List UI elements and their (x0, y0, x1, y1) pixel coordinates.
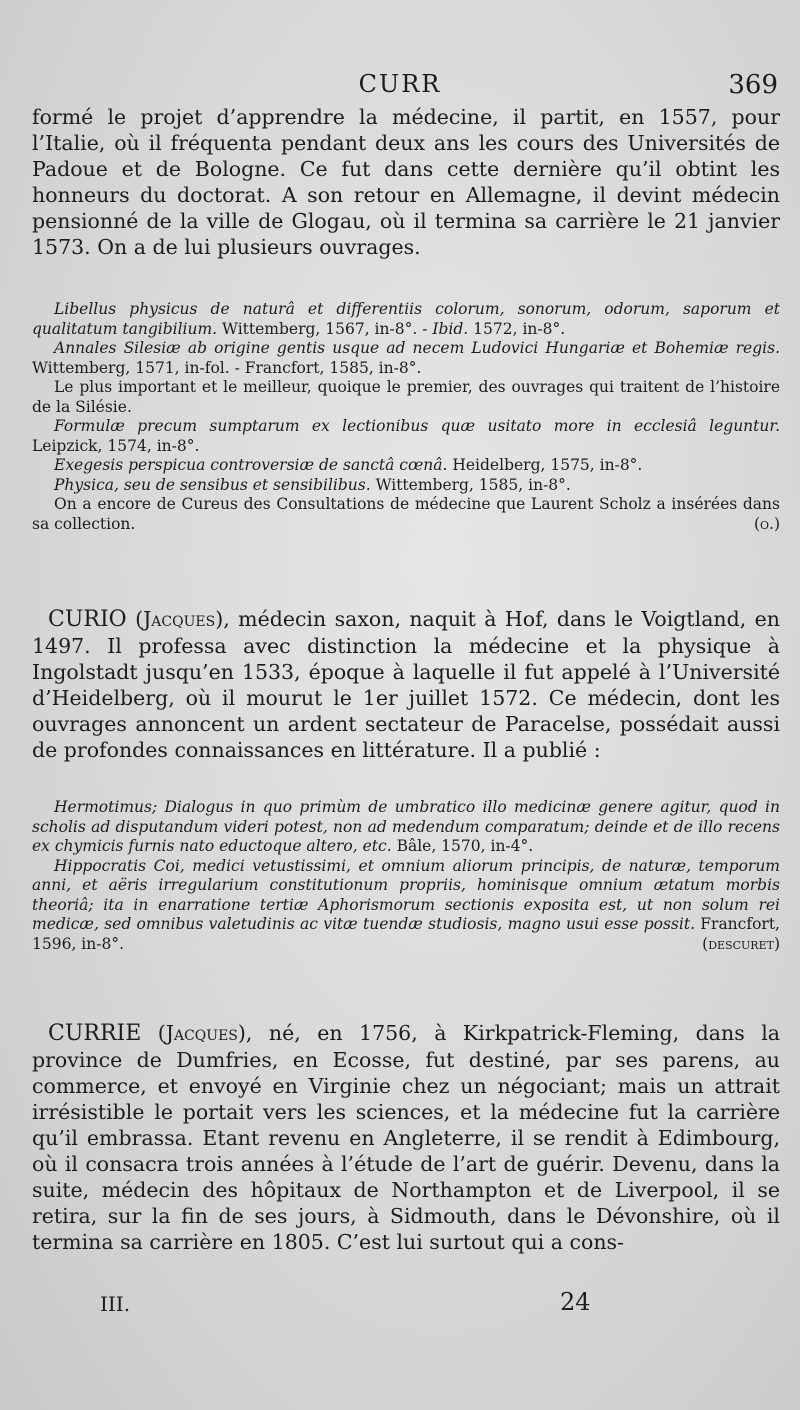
volume-marker: III. (100, 1292, 131, 1316)
entry-firstname: Jacques (165, 1021, 238, 1045)
currie-text: ), né, en 1756, à Kirkpatrick-Fleming, dans la province de Dumfries, en Ecosse, fut destiné, par ses parens, au commerce, et envoyé en Virginie chez un négociant; mais un attrait irrésistible le portait vers les sciences, et la médecine fut la carrière qu’il embrassa. Etant revenu en Angleterre, il se rendit à Edimbourg, où il consacra trois années à l’étude de l’art de guérir. Devenu, dans la suite, médecin des hôpitaux de Northampton et de Liverpool, il se retira, sur la fin de ses jours, à Sidmouth, dans le Dévonshire, où il termina sa carrière en 1805. C’est lui surtout qui a cons- (32, 1021, 780, 1254)
page-number: 369 (728, 70, 778, 100)
work-entry: Formulæ precum sumptarum ex lectionibus quæ usitato more in ecclesiâ leguntur. Leipzick, 1574, in-8°. (32, 417, 780, 455)
work-entry: Exegesis perspicua controversiæ de sanctâ cœnâ. Heidelberg, 1575, in-8°. (54, 456, 643, 474)
entry-firstname: Jacques (143, 607, 216, 631)
work-entry: Libellus physicus de naturâ et differentiis colorum, sonorum, odorum, saporum et qualitatum tangibilium. Wittemberg, 1567, in-8°. - Ibid. 1572, in-8°. (32, 300, 780, 338)
curio-works-list (32, 798, 780, 954)
curr-closing: On a encore de Cureus des Consultations de médecine que Laurent Scholz a insérées dans sa collection. (o.) (32, 495, 780, 533)
work-note: Le plus important et le meilleur, quoique le premier, des ouvrages qui traitent de l’histoire de la Silésie. (32, 378, 780, 416)
signature-mark: 24 (560, 1288, 591, 1316)
work-entry: Hippocratis Coi, medici vetustissimi, et omnium aliorum principis, de naturæ, temporum anni, et aëris irregularium constitutionum propriis, hominisque omnium ætatum morbis theoriâ; ita in enarratione tertiæ Aphorismorum sectionis exposita est, ut non solum rei medicæ, sed omnibus valetudinis ac vitæ tuendæ studiosis, magno usui esse possit. Francfort, 1596, in-8°. (descuret) (32, 856, 780, 953)
running-head: CURR (358, 70, 442, 98)
entry-headword: CURIO (48, 607, 127, 632)
work-entry: Annales Silesiæ ab origine gentis usque ad necem Ludovici Hungariæ et Bohemiæ regis. Wittemberg, 1571, in-fol. - Francfort, 1585, in-8°. (32, 339, 780, 377)
work-entry: Hermotimus; Dialogus in quo primùm de umbratico illo medicinæ genere agitur, quod in scholis ad disputandum videri potest, non ad medendum comparatum; deinde et de illo recens ex chymicis furnis nato eductoque altero, etc. Bâle, 1570, in-4°. (32, 798, 780, 855)
curio-text: ), médecin saxon, naquit à Hof, dans le Voigtland, en 1497. Il professa avec distinction la médecine et la physique à Ingolstadt jusqu’en 1533, époque à laquelle il fut appelé à l’Université d’Heidelberg, où il mourut le 1er juillet 1572. Ce médecin, dont les ouvrages annoncent un ardent sectateur de Paracelse, possédait aussi de profondes connaissances en littérature. Il a publié : (32, 607, 780, 762)
author-signature: (descuret) (702, 934, 780, 953)
currie-entry: CURRIE (Jacques), né, en 1756, à Kirkpatrick-Fleming, dans la province de Dumfries, en Ecosse, fut destiné, par ses parens, au commerce, et envoyé en Virginie chez un négociant; mais un attrait irrésistible le portait vers les sciences, et la médecine fut la carrière qu’il embrassa. Etant revenu en Angleterre, il se rendit à Edimbourg, où il consacra trois années à l’étude de l’art de guérir. Devenu, dans la suite, médecin des hôpitaux de Northampton et de Liverpool, il se retira, sur la fin de ses jours, à Sidmouth, dans le Dévonshire, où il termina sa carrière en 1805. C’est lui surtout qui a cons- (32, 1021, 780, 1254)
author-signature: (o.) (753, 514, 780, 533)
work-entry: Physica, seu de sensibus et sensibilibus. Wittemberg, 1585, in-8°. (54, 475, 571, 494)
curr-intro-text: formé le projet d’apprendre la médecine, il partit, en 1557, pour l’Italie, où il fréquenta pendant deux ans les cours des Universités de Padoue et de Bologne. Ce fut dans cette dernière qu’il obtint les honneurs du doctorat. A son retour en Allemagne, il devint médecin pensionné de la ville de Glogau, où il termina sa carrière le 21 janvier 1573. On a de lui plusieurs ouvrages. (32, 105, 780, 259)
curr-intro-paragraph (32, 104, 780, 260)
curr-works-list (32, 300, 780, 534)
curio-entry: CURIO (Jacques), médecin saxon, naquit à Hof, dans le Voigtland, en 1497. Il professa avec distinction la médecine et la physique à Ingolstadt jusqu’en 1533, époque à laquelle il fut appelé à l’Université d’Heidelberg, où il mourut le 1er juillet 1572. Ce médecin, dont les ouvrages annoncent un ardent sectateur de Paracelse, possédait aussi de profondes connaissances en littérature. Il a publié : (32, 607, 780, 762)
entry-headword: CURRIE (48, 1021, 142, 1046)
